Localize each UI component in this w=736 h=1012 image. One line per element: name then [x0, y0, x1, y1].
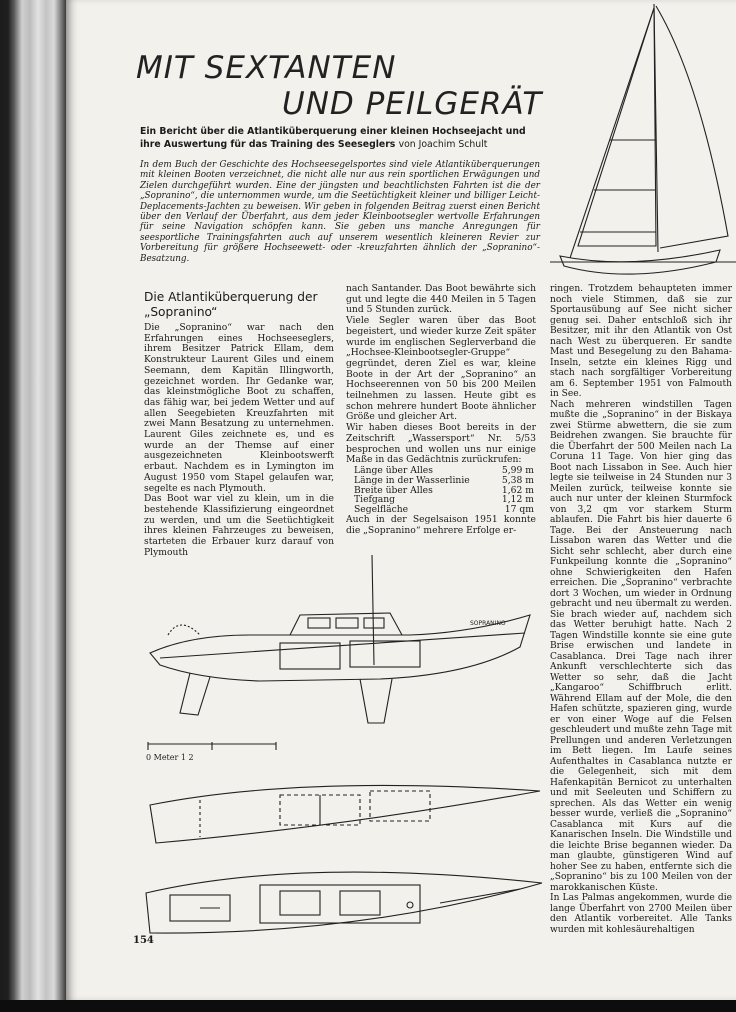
paragraph: nach Santander. Das Boot bewährte sich gut und legte die 440 Meilen in 5 Tagen und 5 Stunden zurück. [346, 283, 536, 316]
spec-value: 5,99 m [501, 464, 534, 476]
section-heading: Die Atlantiküberquerung der „Sopranino“ [144, 290, 318, 319]
spec-value: 1,12 m [501, 494, 534, 506]
article-title-line1: MIT SEXTANTEN [136, 50, 397, 86]
paragraph: In Las Palmas angekommen, wurde die lange Überfahrt von 2700 Meilen über den Atlantik vorbereitet. Alle Tanks wurden mit kohlesäurehaltigen [550, 893, 732, 935]
paragraph: ringen. Trotzdem behaupteten immer noch viele Stimmen, daß sie zur Sportausübung auf See nicht sicher genug sei. Daher entschloß sich ihr Besitzer, mit ihr den Atlantik von Ost nach West zu überqueren. Er sandte Mast und Besegelung zu den Bahama-Inseln, setzte ein kleines Rigg und stach nach sorgfältiger Vorbereitung am 6. September 1951 von Falmouth in See. [550, 284, 732, 399]
boat-name-label: SOPRANINO [470, 620, 506, 627]
hull-profile-drawing [140, 555, 550, 735]
scale-label: 0 Meter 1 2 [146, 753, 194, 762]
spec-value: 17 qm [504, 504, 534, 516]
column-2 [346, 284, 536, 536]
sail-plan-illustration [550, 0, 736, 285]
spec-label: Länge in der Wasserlinie [354, 474, 470, 486]
paragraph: Wir haben dieses Boot bereits in der Zeitschrift „Wassersport“ Nr. 5/53 besprochen und wollen uns nur einige Maße in das Gedächtnis zurückrufen: [346, 422, 536, 466]
subtitle-text: Ein Bericht über die Atlantiküberquerung einer kleinen Hochseejacht und ihre Auswertung für das Training des Seeseglers [140, 126, 526, 150]
spec-value: 5,38 m [501, 474, 534, 486]
column-1 [144, 290, 334, 558]
spec-label: Breite über Alles [354, 484, 433, 496]
page-bottom-edge [0, 1000, 736, 1012]
book-binding [0, 0, 66, 1012]
specs-table [354, 466, 534, 515]
article-subtitle [140, 125, 540, 151]
spec-value: 1,62 m [501, 484, 534, 496]
paragraph: Auch in der Segelsaison 1951 konnte die „Sopranino“ mehrere Erfolge er- [346, 513, 536, 536]
paragraph: Nach mehreren windstillen Tagen mußte die „Sopranino“ in der Biskaya zwei Stürme abwettern, die sie zum Beidrehen zwangen. Sie brauchte für die Überfahrt der 500 Meilen nach La Coruna 11 Tage. Von hier ging das Boot nach Lissabon in See. Auch hier legte sie teilweise in 24 Stunden nur 3 Meilen zurück, teilweise konnte sie auch nur unter der kleinen Sturmfock von 3,2 qm vor starkem Sturm ablaufen. Die Fahrt bis hier dauerte 6 Tage. Bei der Ansteuerung nach Lissabon waren das Wetter und die Sicht sehr schlecht, aber durch eine Funkpeilung konnte die „Sopranino“ ohne Schwierigkeiten den Hafen erreichen. Die „Sopranino“ verbrachte dort 3 Wochen, um wieder in Ordnung gebracht und neu übermalt zu werden. Sie brach wieder auf, nachdem sich das Wetter beruhigt hatte. Nach 2 Tagen Windstille konnte sie eine gute Brise erwischen und landete in Casablanca. Drei Tage nach ihrer Ankunft verschlechterte sich das Wetter so sehr, daß die Jacht „Kangaroo“ Schiffbruch erlitt. Während Ellam auf der Mole, die den Hafen schützte, spazieren ging, wurde er von einer Woge auf die Felsen geschleudert und mußte zehn Tage mit Prellungen und anderen Verletzungen im Bett liegen. Im Laufe seines Aufenthaltes in Casablanca nutzte er die Gelegenheit, sich mit dem Hafenkapitän Bernicot zu unterhalten und mit Seeleuten und Schiffern zu sprechen. Als das Wetter ein wenig besser wurde, verließ die „Sopranino“ Casablanca mit Kurs auf die Kanarischen Inseln. Die Windstille und die leichte Brise begannen wieder. Da man glaubte, günstigeren Wind auf hoher See zu haben, entfernte sich die „Sopranino“ bis zu 100 Meilen von der marokkanischen Küste. [550, 399, 732, 893]
article-intro: In dem Buch der Geschichte des Hochseesegelsportes sind viele Atlantiküberquerungen mit kleinen Booten verzeichnet, die nicht alle nur aus rein sportlichen Erwägungen und Zielen durchgeführt wurden. Eine der jüngsten und beachtlichsten Fahrten ist die der „Sopranino“, die unternommen wurde, um die Seetüchtigkeit kleiner und billiger Leicht-Deplacements-Jachten zu beweisen. Wir geben in folgenden Beitrag zuerst einen Bericht über den Verlauf der Überfahrt, aus dem jeder Kleinbootsegler wertvolle Erfahrungen für seine Navigation schöpfen kann. Sie geben uns manche Anregungen für seesportliche Trainingsfahrten auch auf unserem wesentlich kleineren Revier zur Vorbereitung für größere Hochseewett- oder -kreuzfahrten ähnlich der „Sopranino“-Besatzung. [140, 160, 540, 264]
spec-label: Länge über Alles [354, 464, 433, 476]
column-3 [550, 284, 732, 935]
paragraph: Die „Sopranino“ war nach den Erfahrungen eines Hochseeseglers, ihrem Besitzer Patrick Ellam, dem Konstrukteur Laurent Giles und einem Seemann, dem Kapitän Illingworth, gezeichnet worden. Ihr Gedanke war, das kleinstmögliche Boot zu schaffen, das fähig war, bei jedem Wetter und auf allen Seegebieten Kreuzfahrten mit zwei Mann Besatzung zu unternehmen. Laurent Giles zeichnete es, und es wurde an der Themse auf einer ausgezeichneten Kleinbootswerft erbaut. Nachdem es in Lymington im August 1950 vom Stapel gelaufen war, segelte es nach Plymouth. [144, 322, 334, 494]
paragraph: Viele Segler waren über das Boot begeistert, und wieder kurze Zeit später wurde im englischen Seglerverband die „Hochsee-Kleinbootsegler-Gruppe“ gegründet, deren Ziel es war, kleine Boote in der Art der „Sopranino“ an Hochseerennen von 50 bis 200 Meilen teilnehmen zu lassen. Heute gibt es schon mehrere hundert Boote ähnlicher Größe und gleicher Art. [346, 315, 536, 423]
article-author: von Joachim Schult [398, 139, 488, 150]
spec-label: Segelfläche [354, 504, 409, 516]
article-title-line2: UND PEILGERÄT [282, 86, 543, 122]
paragraph: Das Boot war viel zu klein, um in die bestehende Klassifizierung eingeordnet zu werden, und um die Seetüchtigkeit ihres kleinen Fahrzeuges zu beweisen, starteten die Erbauer kurz darauf von Plymouth [144, 493, 334, 558]
page-number: 154 [133, 935, 154, 946]
scale-bar [144, 740, 294, 762]
spec-label: Tiefgang [354, 494, 396, 506]
deck-plan-drawing [140, 765, 550, 955]
